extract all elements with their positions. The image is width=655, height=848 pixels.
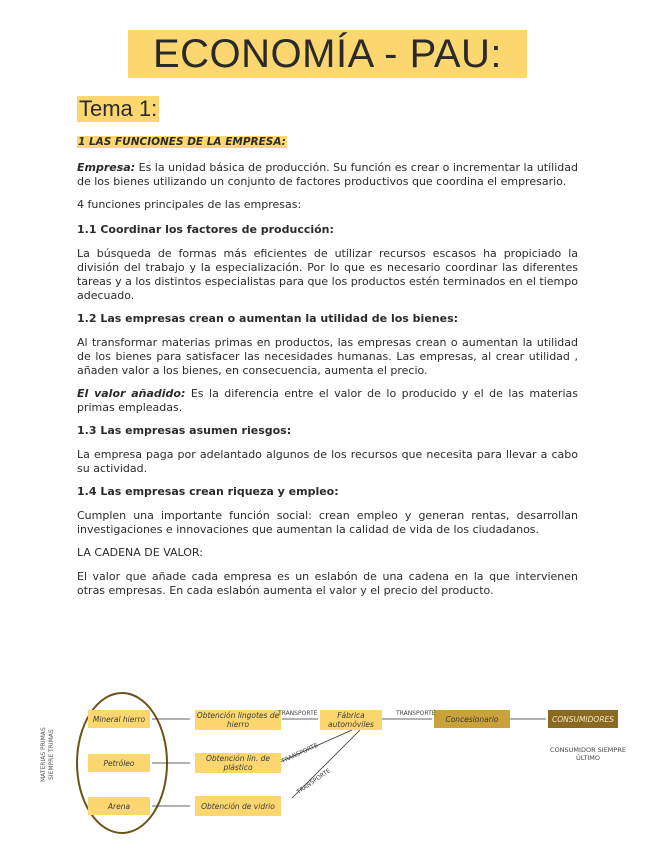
consumidor-note: CONSUMIDOR SIEMPRE ÚLTIMO (550, 746, 626, 762)
paragraph-1-1: La búsqueda de formas más eficientes de utilizar recursos escasos ha propiciado la división del trabajo y la especialización. Por lo que es necesario coordinar las diferentes tareas y a los distintos especialistas para que los productos estén terminados en el tiempo adecuado. (77, 247, 578, 302)
heading-1-3: 1.3 Las empresas asumen riesgos: (77, 424, 292, 437)
heading-1-2: 1.2 Las empresas crean o aumentan la utilidad de los bienes: (77, 312, 459, 325)
heading-cadena: LA CADENA DE VALOR: (77, 546, 203, 559)
paragraph-cadena: El valor que añade cada empresa es un eslabón de una cadena en la que intervienen otras empresas. En cada eslabón aumenta el valor y el precio del producto. (77, 570, 578, 597)
raw-petroleo: Petróleo (88, 754, 150, 772)
obt-vidrio: Obtención de vidrio (195, 796, 281, 816)
concesionario: Concesionario (434, 710, 510, 728)
side-label: MATERIAS PRIMAS SIEMPRE TRIMAS (40, 727, 55, 783)
transporte-label: TRANSPORTE (278, 710, 318, 717)
heading-1-4: 1.4 Las empresas crean riqueza y empleo: (77, 485, 339, 498)
funciones-intro: 4 funciones principales de las empresas: (77, 198, 302, 211)
transporte-label: TRANSPORTE (280, 741, 320, 766)
transporte-label: TRANSPORTE (396, 710, 436, 717)
heading-1-1: 1.1 Coordinar los factores de producción: (77, 223, 334, 236)
transporte-label: TRANSPORTE (295, 767, 332, 796)
section-heading: 1 LAS FUNCIONES DE LA EMPRESA: (78, 136, 286, 148)
valor-definition: El valor añadido: Es la diferencia entre el valor de lo producido y el de las materias primas empleadas. (77, 387, 578, 414)
obt-plastico: Obtención lin. de plástico (195, 753, 281, 773)
raw-arena: Arena (88, 797, 150, 815)
document-body (77, 136, 578, 607)
empresa-definition: Empresa: Es la unidad básica de producción. Su función es crear o incrementar la utilidad de los bienes utilizando un conjunto de factores productivos que coordina el empresario. (77, 161, 578, 188)
paragraph-1-2: Al transformar materias primas en productos, las empresas crean o aumentan la utilidad de los bienes para satisfacer las necesidades humanas. Las empresas, al crear utilidad , añaden valor a los bienes, en consecuencia, aumenta el precio. (77, 336, 578, 377)
topic-title: Tema 1: (79, 96, 158, 121)
paragraph-1-3: La empresa paga por adelantado algunos de los recursos que necesita para llevar a cabo su actividad. (77, 448, 578, 475)
obt-hierro: Obtención lingotes de hierro (196, 711, 280, 729)
page-title: ECONOMÍA - PAU: (128, 30, 527, 78)
value-chain-diagram (40, 690, 630, 840)
fabrica-automoviles: Fábrica automóviles (320, 710, 382, 730)
consumidores: CONSUMIDORES (548, 710, 618, 728)
raw-hierro: Mineral hierro (88, 710, 150, 728)
paragraph-1-4: Cumplen una importante función social: crean empleo y generan rentas, desarrollan investigaciones e innovaciones que aumentan la calidad de vida de los ciudadanos. (77, 509, 578, 536)
